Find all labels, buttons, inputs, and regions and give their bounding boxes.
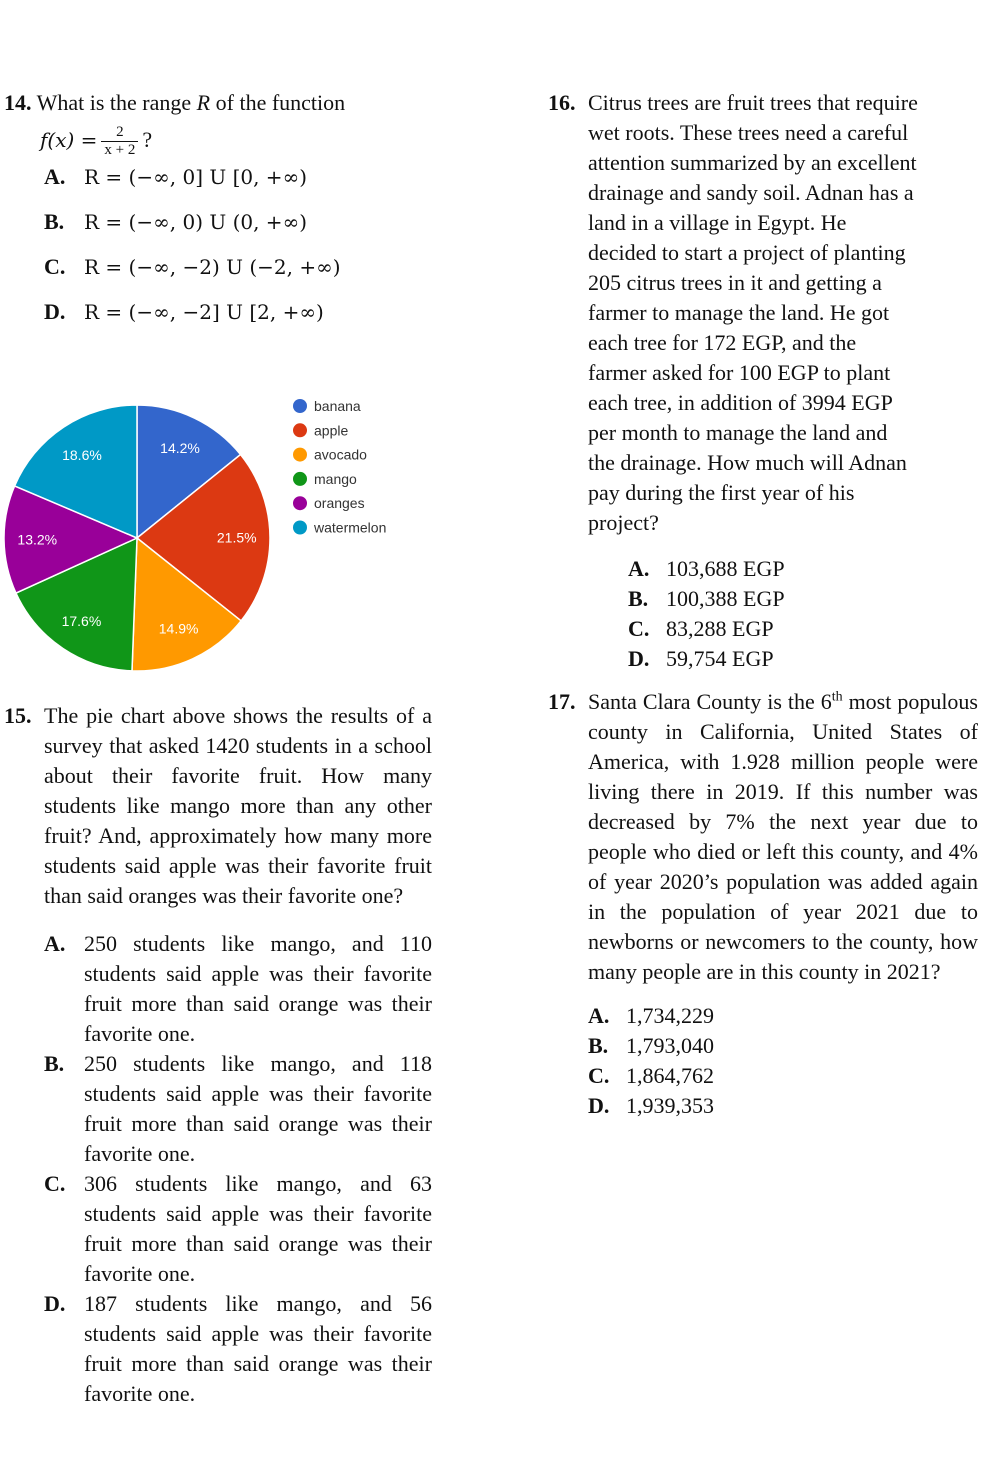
option-text: 306 students like mango, and 63 students said apple was their favorite fruit more than said orange was their favorite one. xyxy=(84,1171,432,1286)
q16-line: wet roots. These trees need a careful xyxy=(588,120,909,145)
option-letter: A. xyxy=(44,931,66,956)
option-letter: D. xyxy=(44,1291,66,1316)
legend-swatch-banana xyxy=(293,399,307,413)
pie-label-apple: 21.5% xyxy=(216,529,257,546)
q17-stem-part1: Santa Clara County is the 6 xyxy=(588,689,832,714)
option-letter: D. xyxy=(588,1093,610,1118)
q16-line: the drainage. How much will Adnan xyxy=(588,450,907,475)
q17-stem xyxy=(548,687,978,987)
q14-stem-var: R xyxy=(196,90,211,115)
q14-qmark: ? xyxy=(142,127,153,152)
question-17 xyxy=(548,687,978,1121)
option-text: R = (−∞, −2) U (−2, +∞) xyxy=(84,255,341,279)
option-letter: A. xyxy=(628,556,650,581)
q17-stem-sup: th xyxy=(831,689,843,705)
legend-label-banana: banana xyxy=(314,398,361,414)
fruit-pie-chart xyxy=(0,390,430,680)
pie-label-banana: 14.2% xyxy=(160,440,200,457)
q16-line: per month to manage the land and xyxy=(588,420,888,445)
option-letter: C. xyxy=(44,254,66,279)
q16-option-d[interactable] xyxy=(628,644,980,674)
q15-stem-text: The pie chart above shows the results of a survey that asked 1420 students in a school about their favorite fruit. How many students like mango more than any other fruit? And, approximately how many more students said apple was their favorite fruit than said oranges was their favorite one? xyxy=(44,703,432,908)
question-16 xyxy=(548,88,980,674)
q17-option-b[interactable] xyxy=(588,1031,978,1061)
q14-stem xyxy=(4,88,444,118)
option-text: 1,864,762 xyxy=(626,1063,714,1088)
legend-label-apple: apple xyxy=(314,422,349,439)
option-text: 59,754 EGP xyxy=(666,646,774,671)
legend-label-avocado: avocado xyxy=(314,446,367,463)
option-text: 100,388 EGP xyxy=(666,586,785,611)
q16-stem xyxy=(548,88,980,538)
option-letter: A. xyxy=(44,164,66,189)
option-letter: C. xyxy=(44,1171,66,1196)
q16-line: drainage and sandy soil. Adnan has a xyxy=(588,180,914,205)
legend-swatch-watermelon xyxy=(293,521,307,535)
q14-func-lhs: f(x) = xyxy=(40,128,98,152)
q14-options xyxy=(4,160,444,340)
option-letter: B. xyxy=(44,209,65,234)
legend-label-watermelon: watermelon xyxy=(314,519,387,536)
option-letter: B. xyxy=(44,1051,65,1076)
option-letter: D. xyxy=(628,646,650,671)
q15-option-d[interactable] xyxy=(44,1289,432,1409)
q16-line: farmer to manage the land. He got xyxy=(588,300,890,325)
option-letter: B. xyxy=(628,586,649,611)
q16-option-a[interactable] xyxy=(628,554,980,584)
q16-line: each tree for 172 EGP, and the xyxy=(588,330,857,355)
option-text: R = (−∞, −2] U [2, +∞) xyxy=(84,300,324,324)
question-15 xyxy=(4,701,432,1409)
q16-line: decided to start a project of planting xyxy=(588,240,906,265)
question-14 xyxy=(4,88,444,340)
option-text: 1,793,040 xyxy=(626,1033,714,1058)
q16-line: farmer asked for 100 EGP to plant xyxy=(588,360,891,385)
q15-stem xyxy=(4,701,432,911)
q17-stem-text xyxy=(588,687,978,987)
q16-line: land in a village in Egypt. He xyxy=(588,210,847,235)
option-letter: A. xyxy=(588,1003,610,1028)
pie-label-watermelon: 18.6% xyxy=(62,446,102,463)
pie-label-avocado: 14.9% xyxy=(158,620,199,637)
option-text: 1,939,353 xyxy=(626,1093,714,1118)
q14-option-a[interactable] xyxy=(44,160,444,205)
pie-label-oranges: 13.2% xyxy=(17,531,58,548)
q16-line: Citrus trees are fruit trees that require xyxy=(588,90,918,115)
q14-frac-den: x + 2 xyxy=(104,142,136,159)
legend-swatch-mango xyxy=(293,472,307,486)
q17-option-d[interactable] xyxy=(588,1091,978,1121)
q17-option-a[interactable] xyxy=(588,1001,978,1031)
q15-option-a[interactable] xyxy=(44,929,432,1049)
legend-swatch-avocado xyxy=(293,448,307,462)
q14-fraction xyxy=(101,124,138,159)
q14-frac-num: 2 xyxy=(101,124,138,142)
option-text: 187 students like mango, and 56 students said apple was their favorite fruit more than said orange was their favorite one. xyxy=(84,1291,432,1406)
q16-option-c[interactable] xyxy=(628,614,980,644)
q16-options xyxy=(548,554,980,674)
q14-number: 14. xyxy=(4,90,32,115)
q17-options xyxy=(548,1001,978,1121)
q14-stem-before: What is the range xyxy=(36,90,197,115)
q17-number: 17. xyxy=(548,689,576,714)
option-letter: C. xyxy=(588,1063,610,1088)
q16-number: 16. xyxy=(548,90,576,115)
q14-function xyxy=(4,118,444,162)
q16-line: each tree, in addition of 3994 EGP xyxy=(588,390,893,415)
q15-option-c[interactable] xyxy=(44,1169,432,1289)
option-text: 83,288 EGP xyxy=(666,616,774,641)
legend-label-oranges: oranges xyxy=(314,495,365,512)
option-text: 250 students like mango, and 110 students said apple was their favorite fruit more than said orange was their favorite one. xyxy=(84,931,432,1046)
q15-options xyxy=(4,929,432,1409)
q15-option-b[interactable] xyxy=(44,1049,432,1169)
q14-stem-after: of the function xyxy=(210,90,346,115)
option-text: R = (−∞, 0] U [0, +∞) xyxy=(84,165,308,189)
legend-swatch-oranges xyxy=(293,496,307,510)
pie-label-mango: 17.6% xyxy=(61,612,102,629)
q14-option-c[interactable] xyxy=(44,250,444,295)
q14-option-b[interactable] xyxy=(44,205,444,250)
q14-option-d[interactable] xyxy=(44,295,444,340)
legend-label-mango: mango xyxy=(314,470,357,487)
option-letter: D. xyxy=(44,299,66,324)
q17-stem-part2: most populous county in California, United States of America, with 1.928 million people were living there in 2019. If this number was decreased by 7% the next year due to people who died or left this county, and 4% of year 2020’s population was added again in the population of year 2021 due to newborns or newcomers to the county, how many people are in this county in 2021? xyxy=(588,689,978,984)
q17-option-c[interactable] xyxy=(588,1061,978,1091)
option-text: 1,734,229 xyxy=(626,1003,714,1028)
q16-line: pay during the first year of his xyxy=(588,480,855,505)
q16-line: 205 citrus trees in it and getting a xyxy=(588,270,882,295)
option-letter: B. xyxy=(588,1033,609,1058)
legend-swatch-apple xyxy=(293,423,307,437)
q15-number: 15. xyxy=(4,703,32,728)
q16-line: attention summarized by an excellent xyxy=(588,150,917,175)
option-text: R = (−∞, 0) U (0, +∞) xyxy=(84,210,308,234)
option-text: 250 students like mango, and 118 students said apple was their favorite fruit more than said orange was their favorite one. xyxy=(84,1051,432,1166)
option-letter: C. xyxy=(628,616,650,641)
option-text: 103,688 EGP xyxy=(666,556,785,581)
q16-option-b[interactable] xyxy=(628,584,980,614)
q16-line: project? xyxy=(588,510,659,535)
